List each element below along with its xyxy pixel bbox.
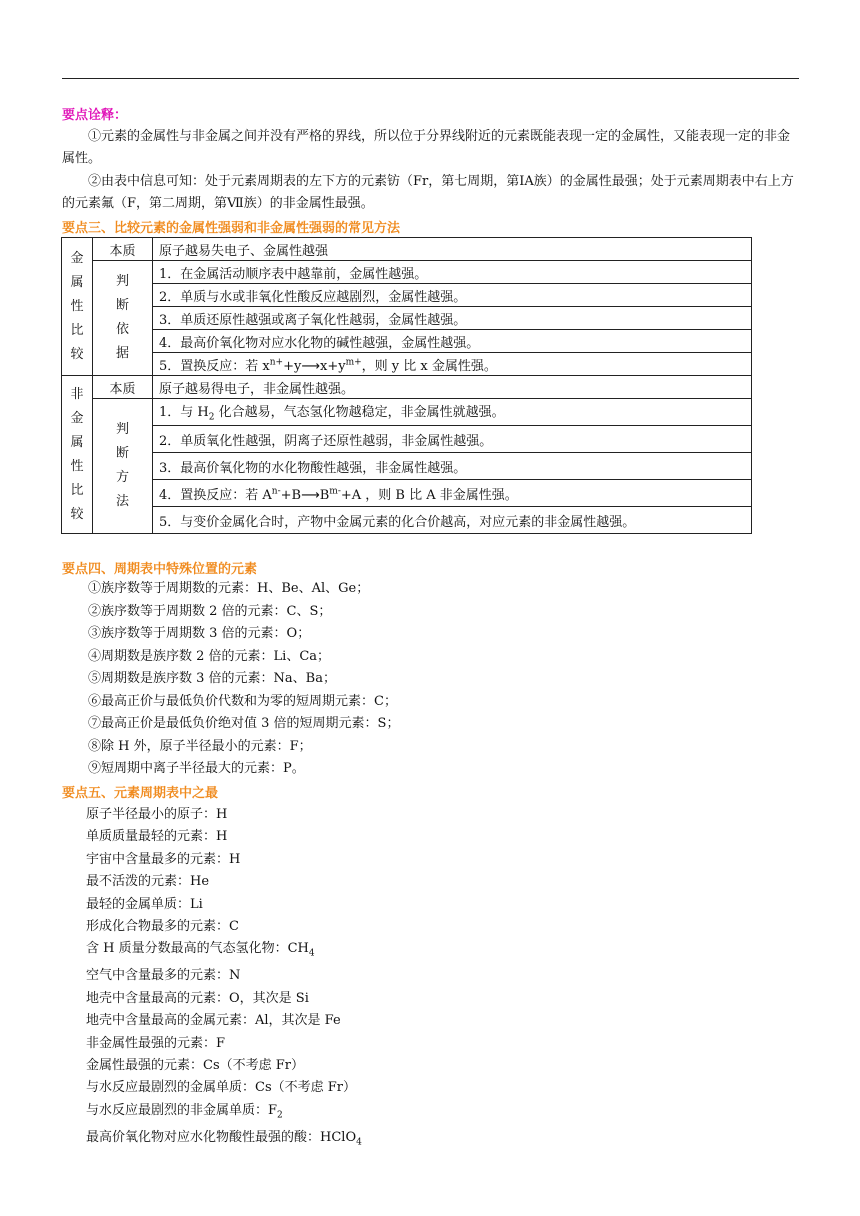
metal-label-cell: 金属性比较 xyxy=(62,238,93,376)
table-row xyxy=(62,238,752,261)
list-item: ④周期数是族序数 2 倍的元素：Li、Ca； xyxy=(88,648,331,664)
list-item: 金属性最强的元素：Cs（不考虑 Fr） xyxy=(86,1058,304,1074)
table-row xyxy=(62,426,752,453)
nonmetal-essence: 原子越易得电子，非金属性越强。 xyxy=(153,376,752,399)
comparison-table xyxy=(61,237,752,534)
nonmetal-rule-4: 4．置换反应：若 $A^{n-}+B⟶B^{m-}+A$ ，则 B 比 A 非金属性强。 xyxy=(153,480,752,507)
metal-basis-label-cell: 判断依据 xyxy=(93,261,153,376)
section4-heading: 要点四、周期表中特殊位置的元素 xyxy=(62,562,258,577)
list-item: ⑥最高正价与最低负价代数和为零的短周期元素：C； xyxy=(88,693,397,709)
list-item: 原子半径最小的原子：H xyxy=(86,807,228,822)
list-item: ⑨短周期中离子半径最大的元素：P。 xyxy=(88,761,305,776)
metal-essence-label: 本质 xyxy=(93,238,153,261)
metal-rule-5: 5．置换反应：若 $x^{n+}+y⟶x+y^{m+}$，则 y 比 x 金属性强。 xyxy=(153,353,752,376)
nonmetal-method-label-cell: 判断方法 xyxy=(93,399,153,534)
table-row xyxy=(62,284,752,307)
table-row xyxy=(62,261,752,284)
list-item: 与水反应最剧烈的非金属单质：$F_2$ xyxy=(86,1102,283,1121)
arrow-icon: ⟶ xyxy=(301,358,320,374)
list-item: 最高价氧化物对应水化物酸性最强的酸：HClO$_4$ xyxy=(86,1129,362,1148)
metal-rule-4: 4．最高价氧化物对应水化物的碱性越强，金属性越强。 xyxy=(153,330,752,353)
section4-list xyxy=(88,578,399,781)
list-item: ⑧除 H 外，原子半径最小的元素：F； xyxy=(88,738,312,754)
section5-heading: 要点五、元素周期表中之最 xyxy=(62,786,219,801)
list-item: ③族序数等于周期数 3 倍的元素：O； xyxy=(88,626,311,641)
metal-rule-1: 1．在金属活动顺序表中越靠前，金属性越强。 xyxy=(153,261,752,284)
list-item: ①族序数等于周期数的元素：H、Be、Al、Ge； xyxy=(88,581,370,596)
explain-paragraph-2: ②由表中信息可知：处于元素周期表的左下方的元素钫（Fr，第七周期，第ⅠA族）的金属性最强；处于元素周期表中右上方的元素氟（F，第二周期，第Ⅶ族）的非金属性最强。 xyxy=(62,174,794,211)
list-item: 空气中含量最多的元素：N xyxy=(86,968,241,984)
metal-essence: 原子越易失电子、金属性越强 xyxy=(153,238,752,261)
list-item: 地壳中含量最高的金属元素：Al，其次是 Fe xyxy=(86,1013,341,1029)
list-item: 地壳中含量最高的元素：O，其次是 Si xyxy=(86,990,309,1006)
list-item: 非金属性最强的元素：F xyxy=(86,1035,226,1051)
table-row xyxy=(62,399,752,426)
list-item: 单质质量最轻的元素：H xyxy=(86,829,228,845)
nonmetal-rule-2: 2．单质氧化性越强，阴离子还原性越弱，非金属性越强。 xyxy=(153,426,752,453)
nonmetal-essence-label: 本质 xyxy=(93,376,153,399)
metal-rule-2: 2．单质与水或非氧化性酸反应越剧烈，金属性越强。 xyxy=(153,284,752,307)
list-item: ②族序数等于周期数 2 倍的元素：C、S； xyxy=(88,603,332,619)
table-row xyxy=(62,353,752,376)
table-row xyxy=(62,307,752,330)
list-item: ⑤周期数是族序数 3 倍的元素：Na、Ba； xyxy=(88,671,336,686)
nonmetal-label-cell: 非金属性比较 xyxy=(62,376,93,534)
header-rule xyxy=(62,78,799,79)
section3-heading: 要点三、比较元素的金属性强弱和非金属性强弱的常见方法 xyxy=(62,221,401,236)
list-item: 最轻的金属单质：Li xyxy=(86,896,203,912)
table-row xyxy=(62,376,752,399)
list-item: 含 H 质量分数最高的气态氢化物：$CH_4$ xyxy=(86,941,315,960)
explain-paragraph-1: ①元素的金属性与非金属之间并没有严格的界线，所以位于分界线附近的元素既能表现一定的金属性，又能表现一定的非金属性。 xyxy=(62,129,791,166)
list-item: 与水反应最剧烈的金属单质：Cs（不考虑 Fr） xyxy=(86,1080,356,1096)
section5-list xyxy=(86,804,362,1154)
list-item: ⑦最高正价是最低负价绝对值 3 倍的短周期元素：S； xyxy=(88,716,400,731)
table-row xyxy=(62,480,752,507)
nonmetal-rule-3: 3．最高价氧化物的水化物酸性越强，非金属性越强。 xyxy=(153,453,752,480)
nonmetal-rule-5: 5．与变价金属化合时，产物中金属元素的化合价越高，对应元素的非金属性越强。 xyxy=(153,507,752,534)
explain-heading: 要点诠释： xyxy=(62,108,128,123)
list-item: 形成化合物最多的元素：C xyxy=(86,919,239,935)
list-item: 宇宙中含量最多的元素：H xyxy=(86,851,241,867)
nonmetal-rule-1: 1．与 $H_2$ 化合越易，气态氢化物越稳定，非金属性就越强。 xyxy=(153,399,752,426)
metal-rule-3: 3．单质还原性越强或离子氧化性越弱，金属性越强。 xyxy=(153,307,752,330)
list-item: 最不活泼的元素：He xyxy=(86,874,210,890)
arrow-icon: ⟶ xyxy=(301,487,320,503)
table-row xyxy=(62,330,752,353)
table-row xyxy=(62,507,752,534)
table-row xyxy=(62,453,752,480)
